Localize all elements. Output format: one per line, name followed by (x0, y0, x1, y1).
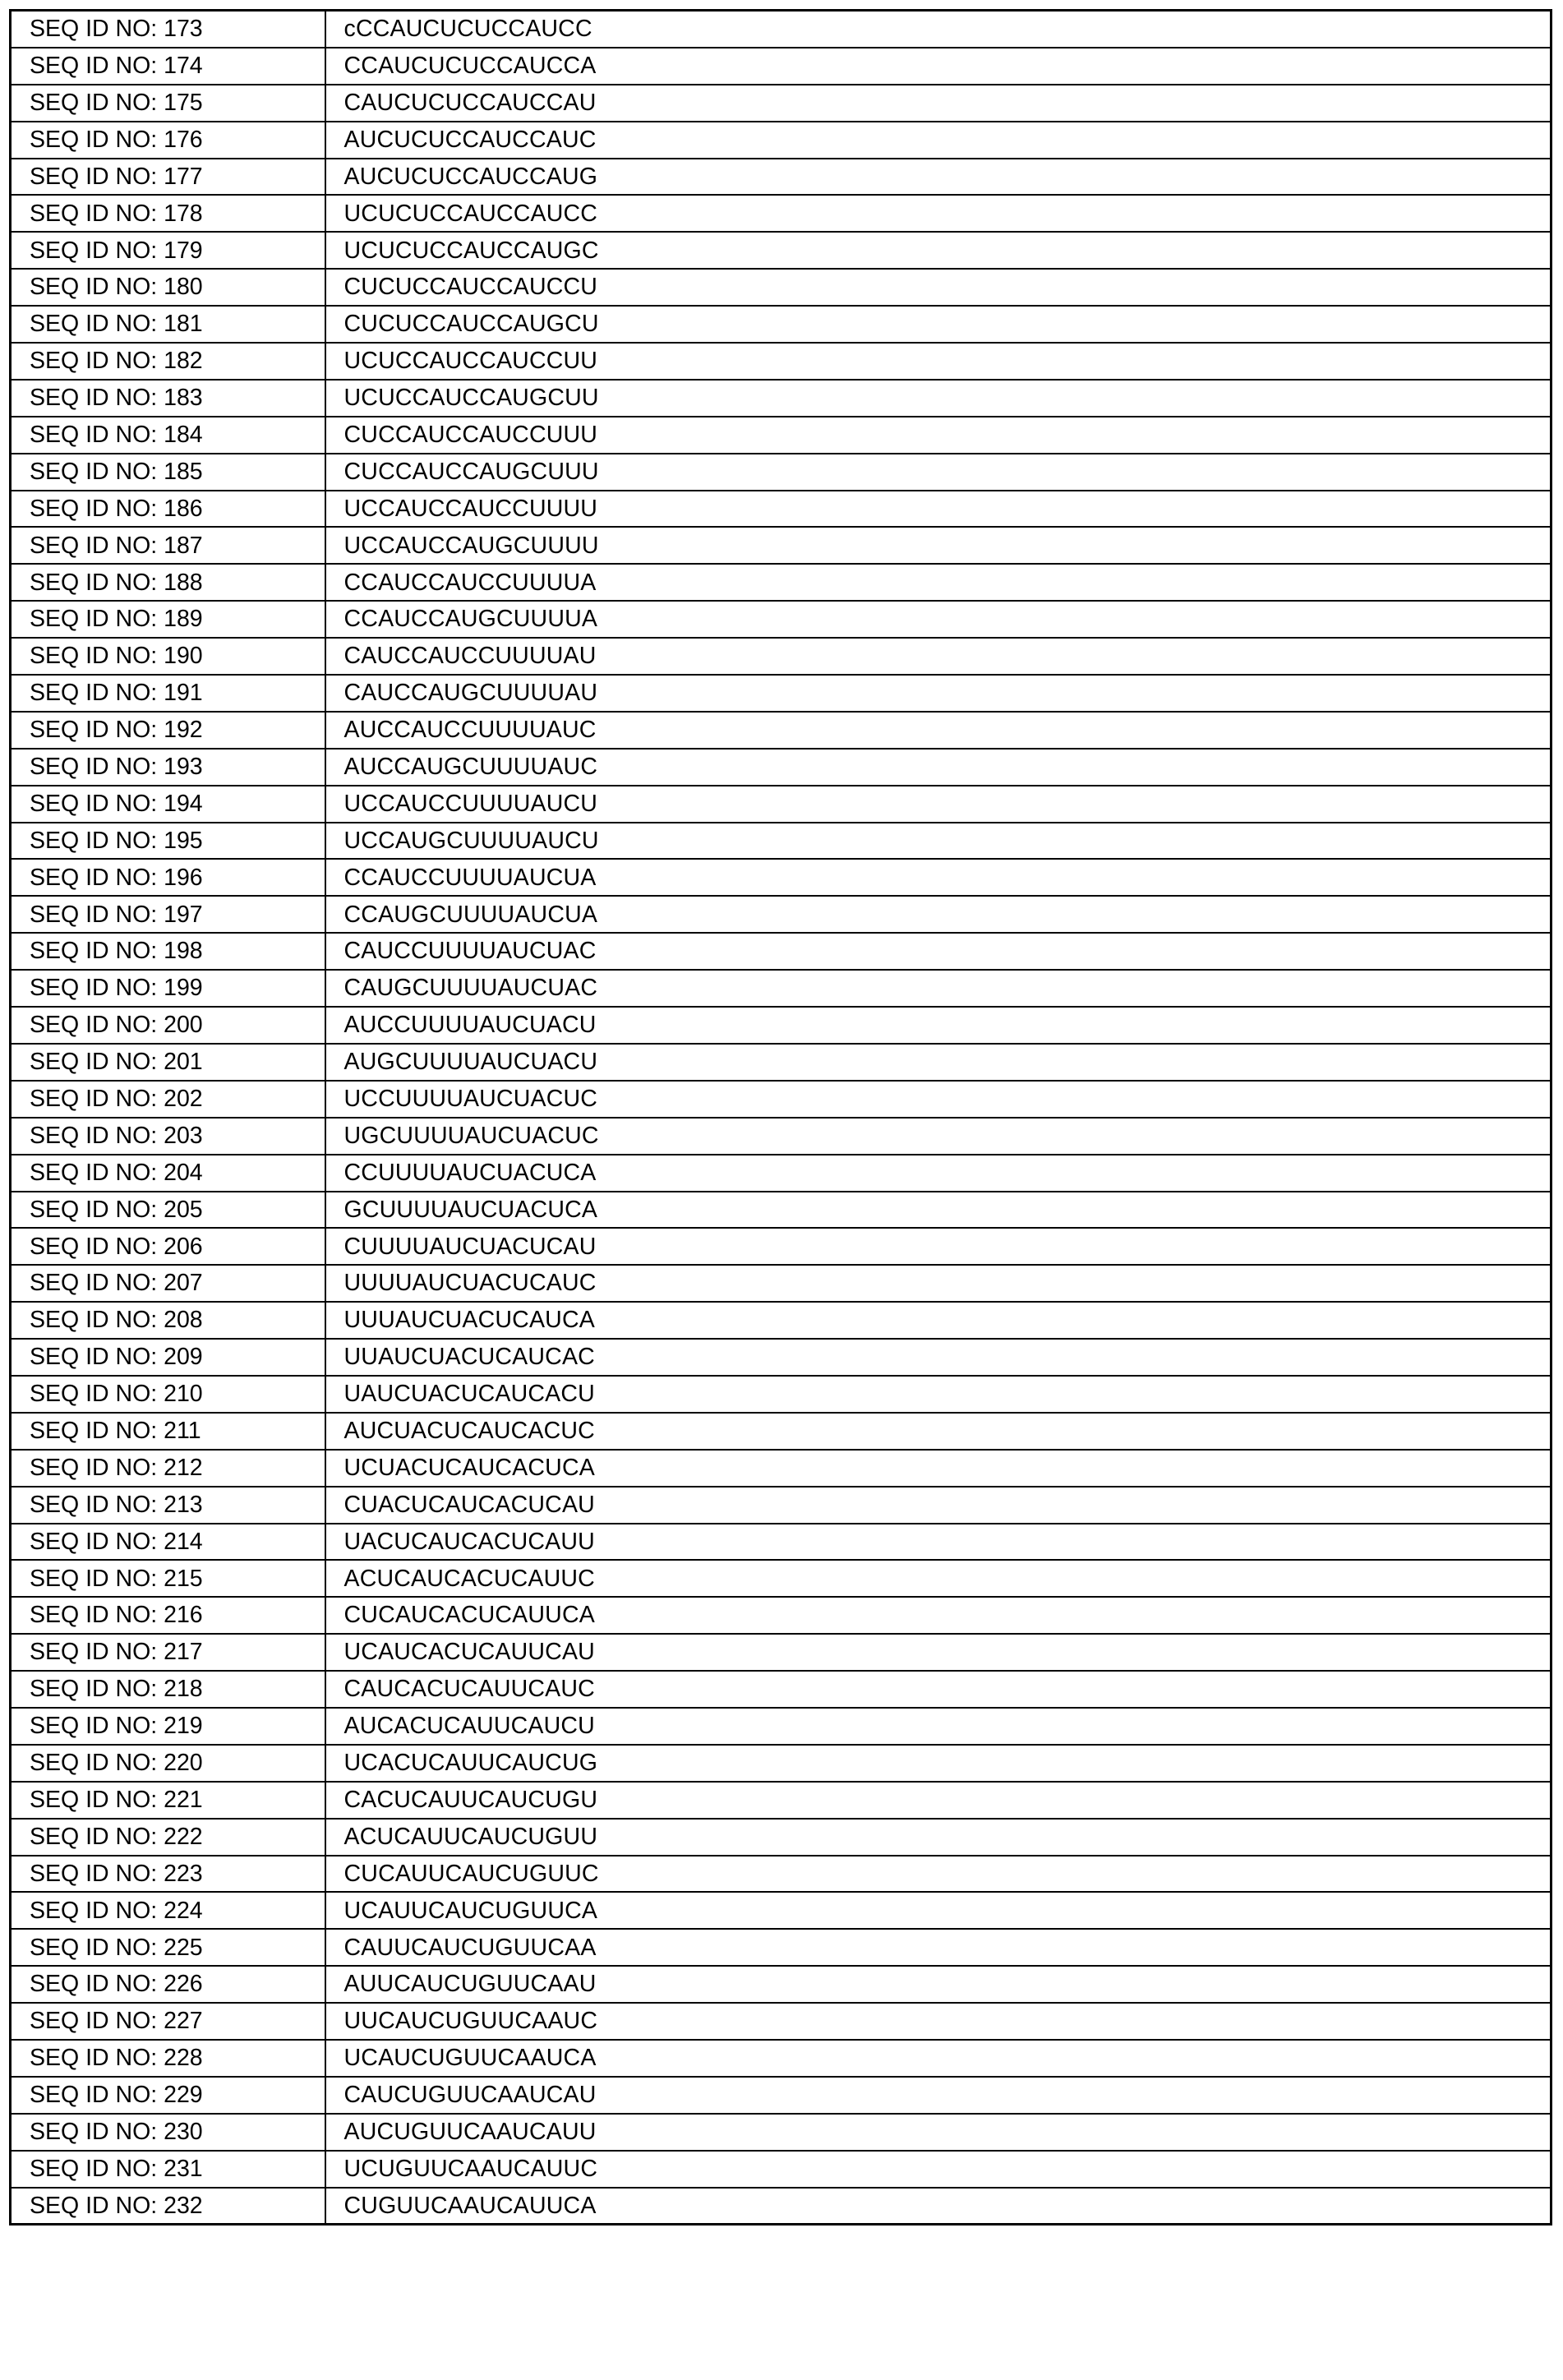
sequence-cell: CCAUCUCUCCAUCCA (325, 48, 1551, 85)
table-row (11, 195, 1551, 232)
seq-id-cell: SEQ ID NO: 193 (11, 749, 325, 786)
sequence-cell: ACUCAUUCAUCUGUU (325, 1819, 1551, 1856)
table-row (11, 1597, 1551, 1634)
sequence-cell: UCAUCUGUUCAAUCA (325, 2040, 1551, 2077)
table-row (11, 1782, 1551, 1819)
table-row (11, 1671, 1551, 1708)
table-row (11, 343, 1551, 380)
seq-id-cell: SEQ ID NO: 213 (11, 1487, 325, 1524)
table-row (11, 1856, 1551, 1893)
table-row (11, 2077, 1551, 2114)
seq-id-cell: SEQ ID NO: 179 (11, 232, 325, 269)
sequence-cell: cCCAUCUCUCCAUCC (325, 11, 1551, 48)
sequence-cell: UACUCAUCACUCAUU (325, 1524, 1551, 1561)
seq-id-cell: SEQ ID NO: 215 (11, 1560, 325, 1597)
seq-id-cell: SEQ ID NO: 217 (11, 1634, 325, 1671)
sequence-cell: UUCAUCUGUUCAAUC (325, 2003, 1551, 2040)
seq-id-cell: SEQ ID NO: 192 (11, 712, 325, 749)
sequence-cell: CAUCUGUUCAAUCAU (325, 2077, 1551, 2114)
table-row (11, 1007, 1551, 1044)
sequence-cell: UUUAUCUACUCAUCA (325, 1302, 1551, 1339)
table-row (11, 1192, 1551, 1229)
seq-id-cell: SEQ ID NO: 230 (11, 2114, 325, 2151)
table-row (11, 970, 1551, 1007)
sequence-cell: CAUUCAUCUGUUCAA (325, 1929, 1551, 1966)
sequence-cell: CAUCUCUCCAUCCAU (325, 85, 1551, 122)
table-row (11, 85, 1551, 122)
seq-id-cell: SEQ ID NO: 198 (11, 933, 325, 970)
sequence-cell: UCCAUCCUUUUAUCU (325, 786, 1551, 823)
table-row (11, 749, 1551, 786)
table-row (11, 1376, 1551, 1413)
sequence-cell: UCCAUGCUUUUAUCU (325, 823, 1551, 860)
sequence-table-body (11, 11, 1551, 2225)
seq-id-cell: SEQ ID NO: 181 (11, 306, 325, 343)
table-row (11, 306, 1551, 343)
sequence-cell: UCAUCACUCAUUCAU (325, 1634, 1551, 1671)
seq-id-cell: SEQ ID NO: 182 (11, 343, 325, 380)
seq-id-cell: SEQ ID NO: 188 (11, 564, 325, 601)
table-row (11, 1228, 1551, 1265)
sequence-cell: UCUACUCAUCACUCA (325, 1450, 1551, 1487)
sequence-cell: CUGUUCAAUCAUUCA (325, 2188, 1551, 2225)
sequence-cell: AUCCAUGCUUUUAUC (325, 749, 1551, 786)
sequence-cell: UCCAUCCAUGCUUUU (325, 527, 1551, 564)
table-row (11, 786, 1551, 823)
table-row (11, 1450, 1551, 1487)
sequence-cell: AUCUCUCCAUCCAUG (325, 159, 1551, 196)
seq-id-cell: SEQ ID NO: 228 (11, 2040, 325, 2077)
sequence-cell: UCUGUUCAAUCAUUC (325, 2151, 1551, 2188)
table-row (11, 122, 1551, 159)
seq-id-cell: SEQ ID NO: 221 (11, 1782, 325, 1819)
table-row (11, 675, 1551, 712)
sequence-cell: AUUCAUCUGUUCAAU (325, 1966, 1551, 2003)
sequence-cell: UCACUCAUUCAUCUG (325, 1745, 1551, 1782)
sequence-cell: UCUCUCCAUCCAUGC (325, 232, 1551, 269)
seq-id-cell: SEQ ID NO: 185 (11, 454, 325, 491)
sequence-cell: AUCUACUCAUCACUC (325, 1413, 1551, 1450)
table-row (11, 1118, 1551, 1155)
sequence-cell: UGCUUUUAUCUACUC (325, 1118, 1551, 1155)
sequence-cell: UCAUUCAUCUGUUCA (325, 1892, 1551, 1929)
table-row (11, 1929, 1551, 1966)
sequence-cell: UUAUCUACUCAUCAC (325, 1339, 1551, 1376)
seq-id-cell: SEQ ID NO: 200 (11, 1007, 325, 1044)
table-row (11, 1966, 1551, 2003)
seq-id-cell: SEQ ID NO: 176 (11, 122, 325, 159)
seq-id-cell: SEQ ID NO: 195 (11, 823, 325, 860)
sequence-cell: AUCCAUCCUUUUAUC (325, 712, 1551, 749)
seq-id-cell: SEQ ID NO: 203 (11, 1118, 325, 1155)
sequence-cell: CUCCAUCCAUCCUUU (325, 417, 1551, 454)
sequence-cell: CAUGCUUUUAUCUAC (325, 970, 1551, 1007)
table-row (11, 896, 1551, 933)
seq-id-cell: SEQ ID NO: 177 (11, 159, 325, 196)
seq-id-cell: SEQ ID NO: 202 (11, 1081, 325, 1118)
sequence-cell: CUCUCCAUCCAUCCU (325, 269, 1551, 306)
seq-id-cell: SEQ ID NO: 209 (11, 1339, 325, 1376)
table-row (11, 2114, 1551, 2151)
table-row (11, 2003, 1551, 2040)
table-row (11, 2040, 1551, 2077)
seq-id-cell: SEQ ID NO: 218 (11, 1671, 325, 1708)
seq-id-cell: SEQ ID NO: 232 (11, 2188, 325, 2225)
table-row (11, 2151, 1551, 2188)
sequence-cell: CCAUCCAUGCUUUUA (325, 601, 1551, 638)
seq-id-cell: SEQ ID NO: 206 (11, 1228, 325, 1265)
sequence-cell: UCCUUUUAUCUACUC (325, 1081, 1551, 1118)
table-row (11, 1745, 1551, 1782)
sequence-cell: GCUUUUAUCUACUCA (325, 1192, 1551, 1229)
sequence-cell: CAUCCAUCCUUUUAU (325, 638, 1551, 675)
table-row (11, 454, 1551, 491)
table-row (11, 1524, 1551, 1561)
sequence-cell: CCAUCCAUCCUUUUA (325, 564, 1551, 601)
sequence-cell: CUACUCAUCACUCAU (325, 1487, 1551, 1524)
sequence-cell: AUGCUUUUAUCUACU (325, 1044, 1551, 1081)
sequence-cell: CUCAUCACUCAUUCA (325, 1597, 1551, 1634)
seq-id-cell: SEQ ID NO: 231 (11, 2151, 325, 2188)
table-row (11, 1155, 1551, 1192)
sequence-cell: CUCUCCAUCCAUGCU (325, 306, 1551, 343)
table-row (11, 1081, 1551, 1118)
seq-id-cell: SEQ ID NO: 201 (11, 1044, 325, 1081)
table-row (11, 859, 1551, 896)
sequence-cell: CACUCAUUCAUCUGU (325, 1782, 1551, 1819)
sequence-cell: UCCAUCCAUCCUUUU (325, 491, 1551, 528)
table-row (11, 1708, 1551, 1745)
seq-id-cell: SEQ ID NO: 184 (11, 417, 325, 454)
seq-id-cell: SEQ ID NO: 196 (11, 859, 325, 896)
seq-id-cell: SEQ ID NO: 173 (11, 11, 325, 48)
sequence-cell: CAUCCAUGCUUUUAU (325, 675, 1551, 712)
sequence-cell: CAUCACUCAUUCAUC (325, 1671, 1551, 1708)
seq-id-cell: SEQ ID NO: 178 (11, 195, 325, 232)
seq-id-cell: SEQ ID NO: 204 (11, 1155, 325, 1192)
seq-id-cell: SEQ ID NO: 210 (11, 1376, 325, 1413)
seq-id-cell: SEQ ID NO: 223 (11, 1856, 325, 1893)
sequence-table (9, 9, 1552, 2225)
table-row (11, 1044, 1551, 1081)
sequence-cell: CUUUUAUCUACUCAU (325, 1228, 1551, 1265)
table-row (11, 417, 1551, 454)
seq-id-cell: SEQ ID NO: 175 (11, 85, 325, 122)
sequence-cell: UCUCCAUCCAUCCUU (325, 343, 1551, 380)
seq-id-cell: SEQ ID NO: 212 (11, 1450, 325, 1487)
seq-id-cell: SEQ ID NO: 183 (11, 380, 325, 417)
table-row (11, 1413, 1551, 1450)
table-row (11, 564, 1551, 601)
seq-id-cell: SEQ ID NO: 216 (11, 1597, 325, 1634)
seq-id-cell: SEQ ID NO: 211 (11, 1413, 325, 1450)
seq-id-cell: SEQ ID NO: 225 (11, 1929, 325, 1966)
sequence-cell: CUCAUUCAUCUGUUC (325, 1856, 1551, 1893)
sequence-cell: AUCACUCAUUCAUCU (325, 1708, 1551, 1745)
seq-id-cell: SEQ ID NO: 180 (11, 269, 325, 306)
seq-id-cell: SEQ ID NO: 190 (11, 638, 325, 675)
table-row (11, 1265, 1551, 1302)
seq-id-cell: SEQ ID NO: 189 (11, 601, 325, 638)
seq-id-cell: SEQ ID NO: 226 (11, 1966, 325, 2003)
sequence-cell: AUCUCUCCAUCCAUC (325, 122, 1551, 159)
seq-id-cell: SEQ ID NO: 214 (11, 1524, 325, 1561)
table-row (11, 491, 1551, 528)
table-row (11, 601, 1551, 638)
seq-id-cell: SEQ ID NO: 187 (11, 527, 325, 564)
table-row (11, 527, 1551, 564)
table-row (11, 712, 1551, 749)
sequence-cell: ACUCAUCACUCAUUC (325, 1560, 1551, 1597)
table-row (11, 48, 1551, 85)
table-row (11, 1819, 1551, 1856)
table-row (11, 1634, 1551, 1671)
table-row (11, 269, 1551, 306)
sequence-cell: CCAUGCUUUUAUCUA (325, 896, 1551, 933)
sequence-cell: CAUCCUUUUAUCUAC (325, 933, 1551, 970)
seq-id-cell: SEQ ID NO: 207 (11, 1265, 325, 1302)
table-row (11, 1892, 1551, 1929)
table-row (11, 1560, 1551, 1597)
table-row (11, 1302, 1551, 1339)
sequence-cell: AUCUGUUCAAUCAUU (325, 2114, 1551, 2151)
seq-id-cell: SEQ ID NO: 208 (11, 1302, 325, 1339)
table-row (11, 638, 1551, 675)
table-row (11, 232, 1551, 269)
sequence-cell: UAUCUACUCAUCACU (325, 1376, 1551, 1413)
sequence-cell: CUCCAUCCAUGCUUU (325, 454, 1551, 491)
seq-id-cell: SEQ ID NO: 222 (11, 1819, 325, 1856)
table-row (11, 2188, 1551, 2225)
sequence-cell: CCAUCCUUUUAUCUA (325, 859, 1551, 896)
seq-id-cell: SEQ ID NO: 194 (11, 786, 325, 823)
seq-id-cell: SEQ ID NO: 199 (11, 970, 325, 1007)
seq-id-cell: SEQ ID NO: 197 (11, 896, 325, 933)
sequence-cell: AUCCUUUUAUCUACU (325, 1007, 1551, 1044)
table-row (11, 380, 1551, 417)
seq-id-cell: SEQ ID NO: 220 (11, 1745, 325, 1782)
table-row (11, 933, 1551, 970)
seq-id-cell: SEQ ID NO: 186 (11, 491, 325, 528)
seq-id-cell: SEQ ID NO: 191 (11, 675, 325, 712)
seq-id-cell: SEQ ID NO: 224 (11, 1892, 325, 1929)
table-row (11, 1339, 1551, 1376)
table-row (11, 1487, 1551, 1524)
seq-id-cell: SEQ ID NO: 229 (11, 2077, 325, 2114)
table-row (11, 11, 1551, 48)
table-row (11, 823, 1551, 860)
seq-id-cell: SEQ ID NO: 205 (11, 1192, 325, 1229)
sequence-cell: UCUCUCCAUCCAUCC (325, 195, 1551, 232)
sequence-cell: UUUUAUCUACUCAUC (325, 1265, 1551, 1302)
seq-id-cell: SEQ ID NO: 174 (11, 48, 325, 85)
seq-id-cell: SEQ ID NO: 227 (11, 2003, 325, 2040)
sequence-cell: CCUUUUAUCUACUCA (325, 1155, 1551, 1192)
table-row (11, 159, 1551, 196)
seq-id-cell: SEQ ID NO: 219 (11, 1708, 325, 1745)
sequence-cell: UCUCCAUCCAUGCUU (325, 380, 1551, 417)
